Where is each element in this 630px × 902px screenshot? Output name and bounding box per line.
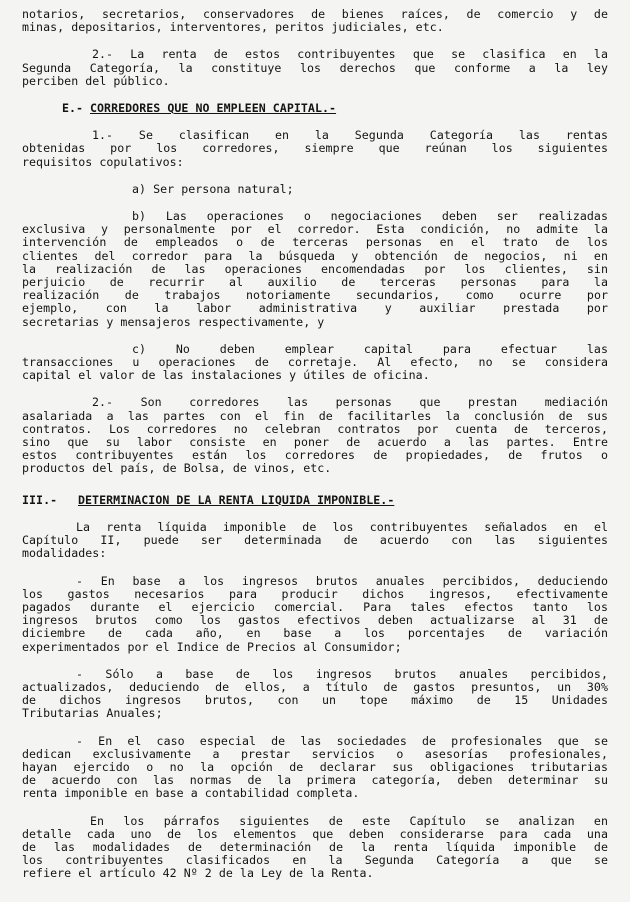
text-line: renta imponible en base a contabilidad completa. [22, 787, 360, 801]
text-line: ejemplo, con la labor administrativa y auxiliar prestada por [22, 302, 608, 316]
text-line: capital el valor de las instalaciones y útiles de oficina. [22, 369, 430, 383]
text-line: intervención de empleados o de terceras personas en el trato de los [22, 236, 608, 250]
text-line: perjuicio de recurrir al auxilio de terceras personas para la [22, 276, 608, 290]
text-line: c) No deben emplear capital para efectuar las [132, 342, 608, 356]
section-iii-heading [22, 494, 608, 507]
text-line: a) Ser persona natural; [132, 182, 294, 196]
text-line: minas, depositarios, interventores, peritos judiciales, etc. [22, 21, 444, 35]
text-line: requisitos copulativos: [22, 155, 184, 169]
text-line: productos del país, de Bolsa, de vinos, etc. [22, 462, 332, 476]
intro-paragraph [22, 8, 608, 34]
text-line: refiere el artículo 42 Nº 2 de la Ley de la Renta. [22, 867, 374, 881]
section-e-item-a [22, 183, 608, 196]
text-line: Segunda Categoría, la constituye los derechos que conforme a la ley [22, 61, 608, 75]
text-line: estos contribuyentes están los corredores de propiedades, de frutos o [22, 449, 608, 463]
text-line: transacciones u operaciones de corretaje. Al efecto, no se considera [22, 356, 608, 370]
section-iii-title: DETERMINACION DE LA RENTA LIQUIDA IMPONIBLE.- [78, 492, 395, 507]
text-line: los gastos necesarios para producir dichos ingresos, efectivamente [22, 587, 608, 601]
text-line: de dichos ingresos brutos, con un tope máximo de 15 Unidades [22, 694, 608, 708]
text-line: realización de trabajos notoriamente secundarios, como ocurre por [22, 289, 608, 303]
text-line: perciben del público. [22, 74, 170, 88]
text-line: 1.- Se clasifican en la Segunda Categoría las rentas [92, 129, 608, 143]
text-line: modalidades: [22, 547, 107, 561]
text-line: asalariada a las partes con el fin de facilitarles la conclusión de sus [22, 409, 608, 423]
text-line: hayan ejercido o no la opción de declarar sus obligaciones tributarias [22, 760, 608, 774]
text-line: En los párrafos siguientes de este Capítulo se analizan en [90, 814, 608, 828]
text-line: - Sólo a base de los ingresos brutos anuales percibidos, [76, 667, 608, 681]
text-line: secretarias y mensajeros respectivamente, y [22, 315, 325, 329]
section-iii-closing [22, 815, 608, 881]
text-line: sino que su labor consiste en poner de acuerdo a las partes. Entre [22, 436, 608, 450]
text-line: diciembre de cada año, en base a los porcentajes de variación [22, 627, 608, 641]
text-line: ingresos brutos como los gastos efectivos deben actualizarse al 31 de [22, 614, 608, 628]
section-e-item-b [22, 210, 608, 329]
text-line: actualizados, deduciendo de ellos, a título de gastos presuntos, un 30% [22, 680, 608, 694]
text-line: obtenidas por los corredores, siempre que reúnan los siguientes [22, 142, 608, 156]
text-line: - En base a los ingresos brutos anuales percibidos, deduciendo [76, 574, 608, 588]
section-iii-mode-3 [22, 735, 608, 801]
text-line: los contribuyentes clasificados en la Segunda Categoría a que se [22, 854, 608, 868]
text-line: Capítulo II, puede ser determinada de acuerdo con las siguientes [22, 534, 608, 548]
text-line: Tributarias Anuales; [22, 707, 163, 721]
text-line: experimentados por el Indice de Precios al Consumidor; [22, 640, 402, 654]
section-iii-label: III.- [22, 492, 58, 507]
text-line: de acuerdo con las normas de la primera categoría, deben determinar su [22, 774, 608, 788]
text-line: 2.- La renta de estos contribuyentes que se clasifica en la [92, 48, 608, 62]
section-iii-intro [22, 521, 608, 561]
text-line: clientes del corredor para la búsqueda y obtención de negocios, ni en [22, 249, 608, 263]
text-line: 2.- Son corredores las personas que prestan mediación [92, 396, 608, 410]
section-e-title: CORREDORES QUE NO EMPLEEN CAPITAL.- [90, 101, 337, 116]
text-line: notarios, secretarios, conservadores de bienes raíces, de comercio y de [22, 8, 608, 21]
text-line: b) Las operaciones o negociaciones deben ser realizadas [132, 210, 608, 224]
text-line: dedican exclusivamente a prestar servicios o asesorías profesionales, [22, 747, 608, 761]
text-line: de las modalidades de determinación de la renta líquida imponible de [22, 840, 608, 854]
section-iii-mode-2 [22, 668, 608, 721]
text-line: pagados durante el ejercicio comercial. Para tales efectos tanto los [22, 600, 608, 614]
section-e-item-c [22, 343, 608, 383]
second-category-paragraph [22, 48, 608, 88]
text-line: La renta líquida imponible de los contribuyentes señalados en el [76, 520, 608, 534]
text-line: exclusiva y personalmente por el corredor. Esta condición, no admite la [22, 223, 608, 237]
text-line: contratos. Los corredores no celebran contratos por cuenta de terceros, [22, 422, 608, 436]
section-e-heading [22, 102, 608, 115]
section-e-label: E.- [62, 101, 84, 116]
text-line: detalle cada uno de los elementos que deben considerarse para cada una [22, 827, 608, 841]
section-iii-mode-1 [22, 575, 608, 654]
section-e-p2 [22, 396, 608, 475]
text-line: - En el caso especial de las sociedades de profesionales que se [76, 734, 608, 748]
section-e-p1 [22, 129, 608, 169]
text-line: la realización de las operaciones encomendadas por los clientes, sin [22, 262, 608, 276]
